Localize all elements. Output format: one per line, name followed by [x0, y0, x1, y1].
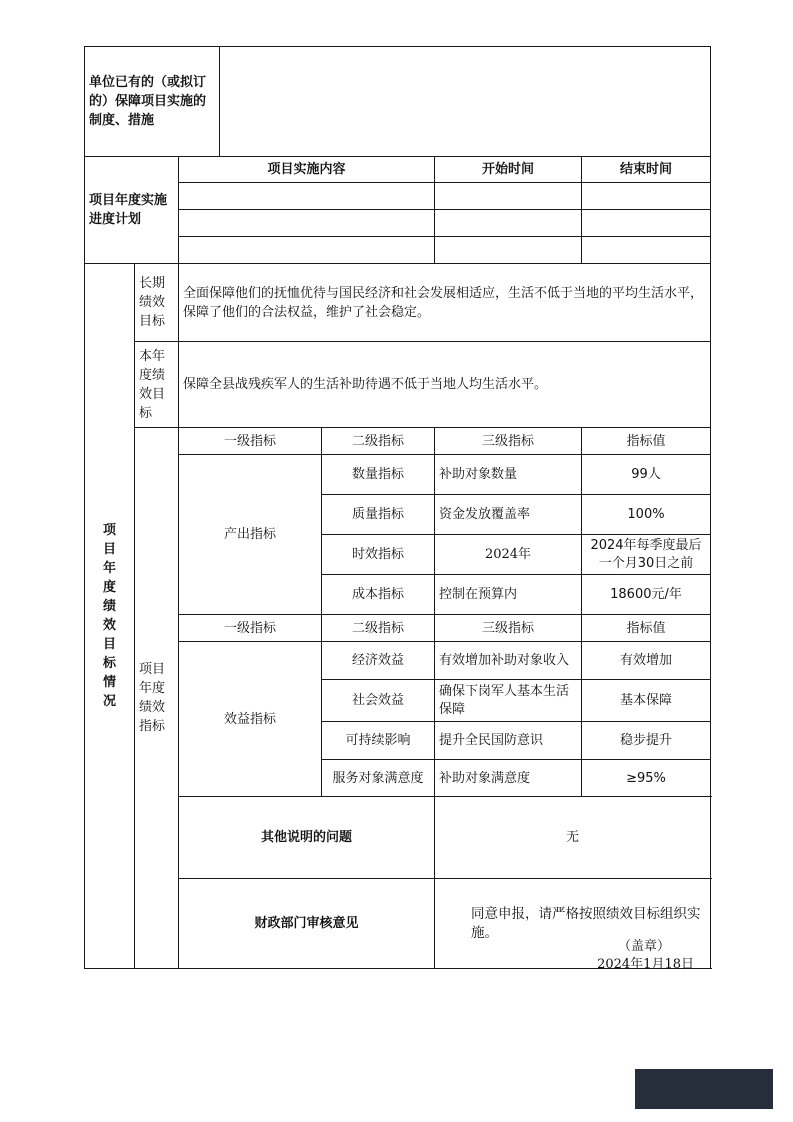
- performance-label-char: 年: [102, 561, 116, 576]
- budget-form-table: [84, 46, 711, 972]
- indicator-value: 99人: [582, 455, 711, 495]
- schedule-header-start: 开始时间: [435, 157, 582, 183]
- performance-label-text: [89, 521, 130, 711]
- benefit-indicator-label: 效益指标: [179, 642, 322, 797]
- schedule-cell: [582, 210, 711, 237]
- indicator-level3: 控制在预算内: [435, 575, 582, 615]
- finance-review-label: 财政部门审核意见: [179, 879, 435, 969]
- indicator-value: 有效增加: [582, 642, 711, 680]
- schedule-cell: [435, 210, 582, 237]
- schedule-header-content: 项目实施内容: [179, 157, 435, 183]
- indicator-level3: 补助对象数量: [435, 455, 582, 495]
- finance-review-text: 同意申报，请严格按照绩效目标组织实施。: [471, 906, 701, 941]
- schedule-header-end: 结束时间: [582, 157, 711, 183]
- indicator-level2: 成本指标: [322, 575, 435, 615]
- other-issues-value: 无: [435, 797, 711, 879]
- indicator-value: 2024年每季度最后一个月30日之前: [582, 535, 711, 575]
- indicator-level2: 社会效益: [322, 680, 435, 722]
- performance-label-char: 况: [102, 694, 116, 709]
- schedule-cell: [435, 183, 582, 210]
- indicator-value: 基本保障: [582, 680, 711, 722]
- indicator-level3: 确保下岗军人基本生活保障: [435, 680, 582, 722]
- indicator-level2: 经济效益: [322, 642, 435, 680]
- performance-label-char: 目: [102, 637, 116, 652]
- schedule-cell: [179, 237, 435, 264]
- schedule-cell: [582, 237, 711, 264]
- schedule-label: 项目年度实施进度计划: [85, 157, 179, 264]
- schedule-cell: [179, 210, 435, 237]
- indicator-header-level2: 二级指标: [322, 615, 435, 642]
- indicator-label: 项目年度绩效指标: [135, 428, 179, 969]
- indicator-header-value: 指标值: [582, 615, 711, 642]
- performance-label-char: 标: [102, 656, 116, 671]
- system-measures-value: [220, 47, 711, 157]
- indicator-header-level2: 二级指标: [322, 428, 435, 455]
- indicator-level3: 资金发放覆盖率: [435, 495, 582, 535]
- system-measures-label: 单位已有的（或拟订的）保障项目实施的制度、措施: [85, 47, 220, 157]
- performance-label-char: 度: [102, 580, 116, 595]
- indicator-level3: 有效增加补助对象收入: [435, 642, 582, 680]
- schedule-cell: [435, 237, 582, 264]
- long-term-goal-label: 长期绩效目标: [135, 264, 179, 342]
- finance-review-seal: （盖章）: [617, 939, 670, 954]
- performance-label-char: 项: [102, 523, 116, 538]
- indicator-header-value: 指标值: [582, 428, 711, 455]
- indicator-level2: 时效指标: [322, 535, 435, 575]
- indicator-value: ≥95%: [582, 760, 711, 797]
- performance-label-char: 情: [102, 675, 116, 690]
- performance-label-char: 效: [102, 618, 116, 633]
- indicator-level2: 质量指标: [322, 495, 435, 535]
- dark-corner-block: [635, 1069, 773, 1109]
- performance-label-char: 绩: [102, 599, 116, 614]
- annual-goal-text: 保障全县战残疾军人的生活补助待遇不低于当地人均生活水平。: [179, 342, 711, 428]
- schedule-cell: [179, 183, 435, 210]
- indicator-header-level1: 一级指标: [179, 615, 322, 642]
- indicator-header-level1: 一级指标: [179, 428, 322, 455]
- indicator-value: 100%: [582, 495, 711, 535]
- schedule-cell: [582, 183, 711, 210]
- performance-label-char: 目: [102, 542, 116, 557]
- indicator-level2: 数量指标: [322, 455, 435, 495]
- performance-label: [85, 264, 135, 969]
- indicator-header-level3: 三级指标: [435, 428, 582, 455]
- indicator-level3: 2024年: [435, 535, 582, 575]
- indicator-level3: 提升全民国防意识: [435, 722, 582, 760]
- annual-goal-label: 本年度绩效目标: [135, 342, 179, 428]
- indicator-level2: 服务对象满意度: [322, 760, 435, 797]
- indicator-level3: 补助对象满意度: [435, 760, 582, 797]
- indicator-value: 稳步提升: [582, 722, 711, 760]
- finance-review-date: 2024年1月18日: [597, 957, 694, 972]
- indicator-value: 18600元/年: [582, 575, 711, 615]
- long-term-goal-text: 全面保障他们的抚恤优待与国民经济和社会发展相适应，生活不低于当地的平均生活水平，保障了他们的合法权益，维护了社会稳定。: [179, 264, 711, 342]
- indicator-header-level3: 三级指标: [435, 615, 582, 642]
- other-issues-label: 其他说明的问题: [179, 797, 435, 879]
- finance-review-cell: [435, 879, 711, 972]
- indicator-level2: 可持续影响: [322, 722, 435, 760]
- output-indicator-label: 产出指标: [179, 455, 322, 615]
